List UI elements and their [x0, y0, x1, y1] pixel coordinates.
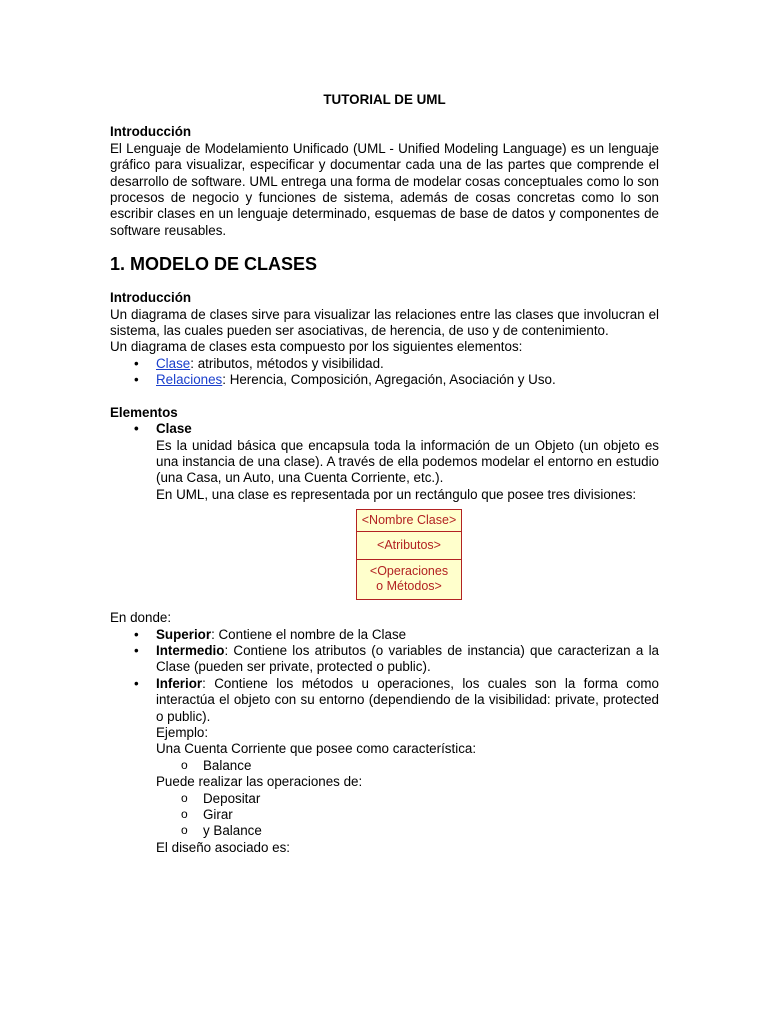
list-item: o Balance: [110, 758, 659, 774]
list-item: [110, 643, 659, 676]
clase-paragraph-2: En UML, una clase es representada por un rectángulo que posee tres divisiones:: [156, 486, 637, 502]
clase-label: • Clase: [110, 421, 659, 437]
clase-link[interactable]: Clase: [156, 355, 191, 371]
list-item: o y Balance: [110, 823, 659, 839]
list-item-text: : atributos, métodos y visibilidad.: [190, 355, 384, 371]
clase-paragraph-1: Es la unidad básica que encapsula toda la información de un Objeto (un objeto es una instancia de una clase). A través de ella podemos modelar el entorno en estudio (una Casa, un Auto, una Cuenta Corriente, etc.).: [156, 437, 659, 486]
en-donde-label: En donde:: [110, 610, 172, 626]
term-text: : Contiene los métodos u operaciones, los cuales son la forma como interactúa el objeto con su entorno (dependiendo de la visibilidad: private, protected o public).: [156, 675, 659, 724]
list-item: o Girar: [110, 807, 659, 823]
uml-operations-line-2: o Métodos>: [376, 579, 442, 594]
uml-operations-line-1: <Operaciones: [369, 564, 449, 579]
ejemplo-line-3: El diseño asociado es:: [156, 839, 290, 855]
ejemplo-attributes-list: [110, 758, 659, 774]
term-superior: Superior: [156, 626, 212, 642]
list-item: o Depositar: [110, 791, 659, 807]
term-text: : Contiene los atributos (o variables de instancia) que caracterizan a la Clase (pueden ser private, protected o public).: [156, 642, 659, 675]
section-intro-paragraph: Un diagrama de clases sirve para visualizar las relaciones entre las clases que involucran el sistema, las cuales pueden ser asociativas, de herencia, de uso y de contenimiento.: [110, 306, 659, 339]
ejemplo-operations-list: [110, 791, 659, 840]
section-heading: 1. MODELO DE CLASES: [110, 254, 318, 275]
relaciones-link[interactable]: Relaciones: [156, 372, 223, 388]
list-item: [110, 356, 659, 372]
uml-class-diagram: [356, 509, 462, 600]
term-text: : Contiene el nombre de la Clase: [211, 626, 407, 642]
term-intermedio: Intermedio: [156, 642, 225, 658]
list-item: [110, 627, 659, 643]
uml-class-name-cell: <Nombre Clase>: [361, 513, 457, 528]
elementos-heading: Elementos: [110, 404, 178, 420]
term-inferior: Inferior: [156, 675, 203, 691]
uml-operations-cell: [357, 559, 461, 599]
uml-attributes-cell: <Atributos>: [357, 531, 461, 559]
intro-heading: Introducción: [110, 124, 192, 140]
ejemplo-line-2: Puede realizar las operaciones de:: [156, 774, 363, 790]
list-item: [110, 676, 659, 725]
document-body: [110, 92, 659, 856]
document-title: TUTORIAL DE UML: [323, 92, 446, 107]
intro-paragraph: El Lenguaje de Modelamiento Unificado (UML - Unified Modeling Language) es un lenguaje gráfico para visualizar, especificar y documentar cada una de las partes que comprende el desarrollo de software. UML entrega una forma de modelar cosas conceptuales como lo son procesos de negocio y funciones de sistema, además de cosas concretas como lo son escribir clases en un lenguaje determinado, esquemas de base de datos y componentes de software reusables.: [110, 140, 659, 238]
ejemplo-label: Ejemplo:: [156, 724, 209, 740]
ejemplo-line-1: Una Cuenta Corriente que posee como característica:: [156, 741, 477, 757]
elementos-list: [110, 421, 659, 437]
spacer: [110, 389, 659, 405]
section-intro-heading: Introducción: [110, 290, 192, 306]
list-item-text: : Herencia, Composición, Agregación, Asociación y Uso.: [222, 372, 556, 388]
elements-line: Un diagrama de clases esta compuesto por los siguientes elementos:: [110, 339, 523, 355]
elements-list: [110, 356, 659, 389]
divisiones-list: [110, 627, 659, 725]
list-item: [110, 372, 659, 388]
